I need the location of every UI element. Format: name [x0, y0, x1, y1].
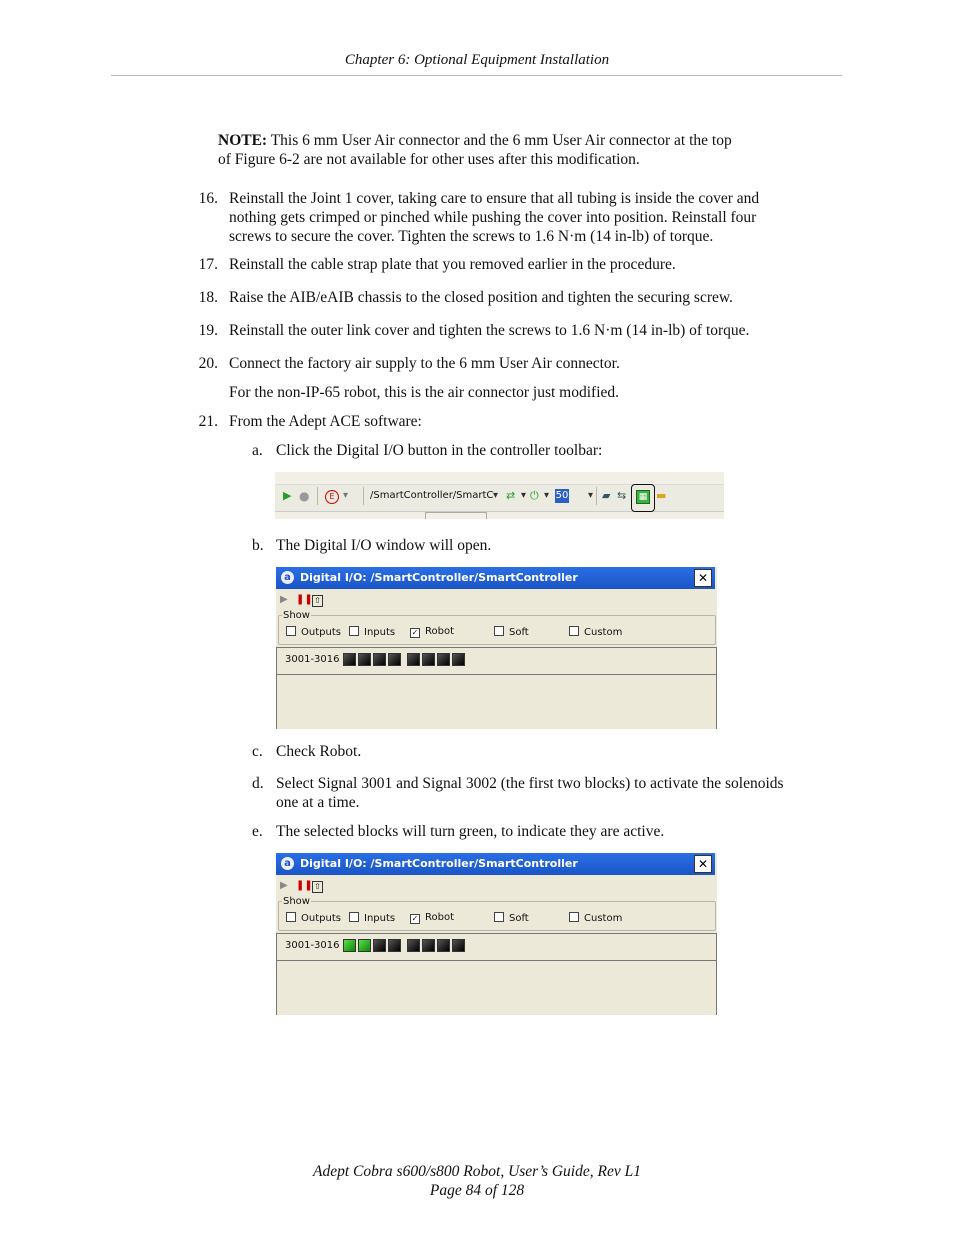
inputs-checkbox[interactable] [349, 912, 395, 924]
step-line: nothing gets crimped or pinched while pushing the cover into position. Reinstall four [229, 209, 757, 226]
step-number: 21. [198, 413, 218, 430]
pause-icon[interactable]: ❚❚ [296, 880, 313, 891]
soft-checkbox[interactable] [494, 912, 529, 924]
signal-block-3002[interactable] [358, 653, 371, 666]
checkbox-label: Robot [425, 626, 455, 637]
checkbox-label: Custom [584, 913, 623, 924]
substep-letter: b. [252, 537, 264, 554]
digital-io-window [276, 567, 717, 729]
checkbox-label: Outputs [301, 627, 341, 638]
signal-block-3004[interactable] [388, 653, 401, 666]
note-line-1: This 6 mm User Air connector and the 6 mm User Air connector at the top [267, 132, 732, 149]
export-icon[interactable]: ⇧ [312, 881, 323, 893]
note-label: NOTE: [218, 132, 268, 149]
controller-path[interactable]: /SmartController/SmartC [370, 490, 494, 501]
header-divider [111, 75, 842, 76]
note-line-2: of Figure 6-2 are not available for other uses after this modification. [218, 151, 640, 168]
signal-range: 3001-3016 [285, 940, 340, 951]
show-label: Show [283, 896, 310, 907]
substep-line: Check Robot. [276, 743, 362, 760]
substep-line: Click the Digital I/O button in the controller toolbar: [276, 442, 603, 459]
signal-block-3004[interactable] [388, 939, 401, 952]
footer-title: Adept Cobra s600/s800 Robot, User’s Guide, Rev L1 [313, 1163, 641, 1180]
inputs-checkbox[interactable] [349, 626, 395, 638]
controller-toolbar [275, 472, 724, 519]
digital-io-icon[interactable]: ▦ [636, 490, 650, 504]
step-number: 17. [198, 256, 218, 273]
checkbox-label: Soft [509, 627, 529, 638]
signal-block-3006[interactable] [422, 939, 435, 952]
close-button[interactable]: ✕ [694, 855, 712, 873]
network-icon[interactable]: ⇆ [617, 489, 627, 502]
play-icon[interactable]: ▶ [280, 880, 288, 891]
signal-block-3003[interactable] [373, 653, 386, 666]
dropdown-arrow-icon[interactable]: ▾ [343, 490, 349, 501]
footer-page: Page 84 of 128 [429, 1182, 525, 1199]
step-line: Connect the factory air supply to the 6 mm User Air connector. [229, 355, 620, 372]
speed-field[interactable]: 50 [555, 490, 569, 501]
close-button[interactable]: ✕ [694, 569, 712, 587]
signal-block-3005[interactable] [407, 653, 420, 666]
substep-letter: e. [252, 823, 263, 840]
step-line: screws to secure the cover. Tighten the screws to 1.6 N·m (14 in-lb) of torque. [229, 228, 714, 245]
signal-block-3003[interactable] [373, 939, 386, 952]
step-text [229, 189, 849, 246]
page-header: Chapter 6: Optional Equipment Installation [344, 52, 610, 68]
connect-icon[interactable]: ⇄ [506, 489, 516, 502]
signal-block-3001[interactable] [343, 939, 356, 952]
outputs-checkbox[interactable] [286, 626, 341, 638]
step-line: From the Adept ACE software: [229, 413, 422, 430]
signal-block-3007[interactable] [437, 653, 450, 666]
step-extra: For the non-IP-65 robot, this is the air connector just modified. [229, 384, 620, 401]
custom-checkbox[interactable] [569, 912, 622, 924]
checkbox-label: Custom [584, 627, 623, 638]
step-line: Reinstall the outer link cover and tighten the screws to 1.6 N·m (14 in-lb) of torque. [229, 322, 750, 339]
signal-block-3001[interactable] [343, 653, 356, 666]
play-icon[interactable]: ▶ [283, 489, 292, 502]
window-title-bar [276, 567, 715, 589]
signal-panel-empty [276, 674, 717, 729]
export-icon[interactable]: ⇧ [312, 595, 323, 607]
step-number: 19. [198, 322, 218, 339]
substep-line: The selected blocks will turn green, to indicate they are active. [276, 823, 665, 840]
stop-icon[interactable]: ● [299, 489, 310, 503]
signal-range: 3001-3016 [285, 654, 340, 665]
substep-letter: a. [252, 442, 263, 459]
note [218, 131, 838, 169]
window-title-bar [276, 853, 715, 875]
signal-block-3008[interactable] [452, 653, 465, 666]
speed-dropdown-icon[interactable]: ▾ [588, 490, 594, 501]
step-number: 20. [198, 355, 218, 372]
signal-block-3008[interactable] [452, 939, 465, 952]
robot-checkbox[interactable]: ✓ Robot [411, 626, 455, 637]
signal-panel-empty [276, 960, 717, 1015]
signal-block-3006[interactable] [422, 653, 435, 666]
path-dropdown-icon[interactable]: ▾ [493, 490, 499, 501]
connect-dropdown-icon[interactable]: ▾ [521, 490, 527, 501]
substep-line: one at a time. [276, 794, 360, 811]
substep-line: Select Signal 3001 and Signal 3002 (the first two blocks) to activate the solenoids [276, 775, 784, 792]
soft-checkbox[interactable] [494, 626, 529, 638]
signal-block-3005[interactable] [407, 939, 420, 952]
folder-icon[interactable]: ▬ [656, 489, 667, 502]
step-number: 18. [198, 289, 218, 306]
show-label: Show [283, 610, 310, 621]
substep-letter: c. [252, 743, 263, 760]
custom-checkbox[interactable] [569, 626, 622, 638]
window-title: Digital I/O: /SmartController/SmartController [300, 571, 578, 584]
power-icon[interactable]: ⏻ [530, 489, 539, 502]
step-line: Raise the AIB/eAIB chassis to the closed position and tighten the securing screw. [229, 289, 733, 306]
checkbox-label: Robot [425, 912, 455, 923]
app-icon: a [281, 857, 294, 870]
outputs-checkbox[interactable] [286, 912, 341, 924]
substep-letter: d. [252, 775, 264, 792]
checkbox-label: Inputs [364, 913, 396, 924]
step-line: Reinstall the Joint 1 cover, taking care to ensure that all tubing is inside the cover and [229, 190, 760, 207]
power-dropdown-icon[interactable]: ▾ [544, 490, 550, 501]
checkbox-label: Outputs [301, 913, 341, 924]
play-icon[interactable]: ▶ [280, 594, 288, 605]
robot-checkbox[interactable]: ✓ Robot [411, 912, 455, 923]
checkbox-label: Inputs [364, 627, 396, 638]
substep-text [276, 774, 846, 812]
estop-icon[interactable]: E [325, 490, 339, 504]
step-line: Reinstall the cable strap plate that you removed earlier in the procedure. [229, 256, 676, 273]
monitor-icon[interactable]: ▰ [602, 489, 611, 502]
window-title: Digital I/O: /SmartController/SmartController [300, 857, 578, 870]
checkbox-label: Soft [509, 913, 529, 924]
signal-block-3007[interactable] [437, 939, 450, 952]
pause-icon[interactable]: ❚❚ [296, 594, 313, 605]
app-icon: a [281, 571, 294, 584]
substep-line: The Digital I/O window will open. [276, 537, 492, 554]
signal-block-3002[interactable] [358, 939, 371, 952]
digital-io-window-active [276, 853, 717, 1015]
step-number: 16. [198, 190, 218, 207]
